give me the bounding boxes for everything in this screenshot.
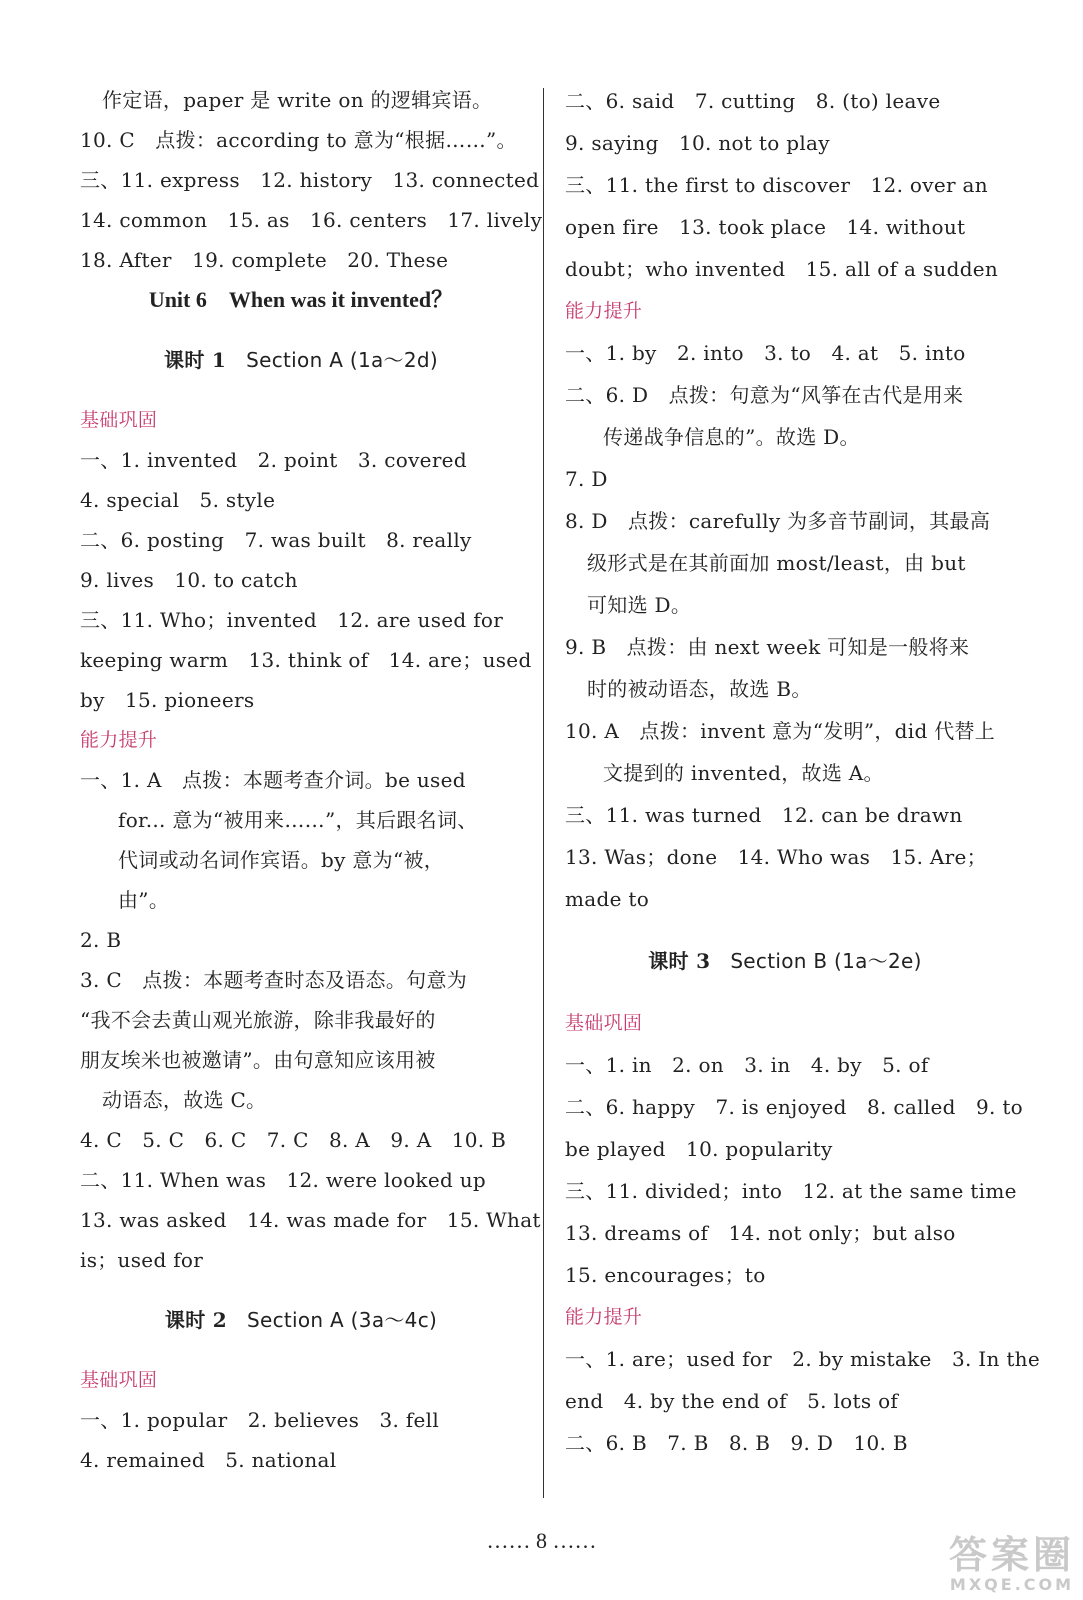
answer-line: open fire 13. took place 14. without	[565, 215, 966, 239]
answer-line: 8. D 点拨：carefully 为多音节副词，其最高	[565, 509, 991, 533]
answer-line: 可知选 D。	[587, 593, 692, 617]
right-column	[565, 80, 1040, 1464]
answer-line: 一、1. in 2. on 3. in 4. by 5. of	[565, 1053, 929, 1077]
answer-line: 10. C 点拨：according to 意为“根据……”。	[80, 128, 517, 152]
answer-line: 二、6. said 7. cutting 8. (to) leave	[565, 89, 941, 113]
answer-line: 13. Was；done 14. Who was 15. Are；	[565, 845, 987, 869]
column-divider	[543, 88, 544, 1498]
unit-title: Unit 6 When was it invented？	[148, 287, 454, 312]
answer-line: 13. dreams of 14. not only；but also	[565, 1221, 956, 1245]
answer-line: 10. A 点拨：invent 意为“发明”，did 代替上	[565, 719, 996, 743]
answer-line: be played 10. popularity	[565, 1137, 833, 1161]
watermark-text: 答案圈	[948, 1533, 1075, 1577]
answer-line: 代词或动名词作宾语。by 意为“被，	[118, 848, 445, 872]
answer-line: 三、11. express 12. history 13. connected	[80, 168, 540, 192]
answer-line: 由”。	[118, 888, 170, 912]
lesson-section: Section A (1a～2d)	[246, 348, 438, 372]
answer-line: 2. B	[80, 928, 122, 952]
answer-line: 9. saying 10. not to play	[565, 131, 830, 155]
section-ability: 能力提升	[565, 300, 643, 322]
answer-line: 二、6. happy 7. is enjoyed 8. called 9. to	[565, 1095, 1024, 1119]
answer-line: “我不会去黄山观光旅游，除非我最好的	[80, 1008, 436, 1032]
answer-line: 15. encourages；to	[565, 1263, 766, 1287]
answer-line: 一、1. invented 2. point 3. covered	[80, 448, 467, 472]
answer-line: 二、6. B 7. B 8. B 9. D 10. B	[565, 1431, 908, 1455]
answer-line: end 4. by the end of 5. lots of	[565, 1389, 899, 1413]
lesson-heading	[80, 1300, 522, 1340]
page-number: …… 8 ……	[486, 1528, 597, 1553]
lesson-section: Section B (1a～2e)	[730, 949, 922, 973]
answer-line: 一、1. popular 2. believes 3. fell	[80, 1408, 440, 1432]
section-basic: 基础巩固	[565, 1012, 643, 1034]
answer-line: 9. lives 10. to catch	[80, 568, 298, 592]
answer-line: 18. After 19. complete 20. These	[80, 248, 449, 272]
answer-line: 传递战争信息的”。故选 D。	[603, 425, 860, 449]
answer-line: 一、1. are；used for 2. by mistake 3. In the	[565, 1347, 1040, 1371]
answer-line: 13. was asked 14. was made for 15. What	[80, 1208, 541, 1232]
answer-line: 文提到的 invented，故选 A。	[603, 761, 884, 785]
left-column	[80, 80, 543, 1480]
lesson-section: Section A (3a～4c)	[246, 1308, 438, 1332]
lesson-label: 课时 1	[164, 348, 227, 372]
answer-line: doubt；who invented 15. all of a sudden	[565, 257, 999, 281]
answer-line: 三、11. was turned 12. can be drawn	[565, 803, 963, 827]
answer-line: is；used for	[80, 1248, 204, 1272]
answer-line: for... 意为“被用来……”，其后跟名词、	[118, 808, 478, 832]
answer-line: by 15. pioneers	[80, 688, 255, 712]
answer-line: 二、11. When was 12. were looked up	[80, 1168, 487, 1192]
answer-line: made to	[565, 887, 650, 911]
answer-line: 三、11. the first to discover 12. over an	[565, 173, 988, 197]
section-ability: 能力提升	[565, 1306, 643, 1328]
section-basic: 基础巩固	[80, 409, 158, 431]
answer-line: 三、11. divided；into 12. at the same time	[565, 1179, 1017, 1203]
answer-line: 3. C 点拨：本题考查时态及语态。句意为	[80, 968, 468, 992]
answer-line: 动语态，故选 C。	[102, 1088, 267, 1112]
answer-line: 4. C 5. C 6. C 7. C 8. A 9. A 10. B	[80, 1128, 507, 1152]
watermark-url: MXQE.COM	[949, 1575, 1075, 1594]
answer-line: 朋友埃米也被邀请”。由句意知应该用被	[80, 1048, 436, 1072]
answer-line: keeping warm 13. think of 14. are；used	[80, 648, 532, 672]
answer-line: 14. common 15. as 16. centers 17. lively	[80, 208, 543, 232]
section-ability: 能力提升	[80, 729, 158, 751]
answer-line: 4. remained 5. national	[80, 1448, 337, 1472]
lesson-heading	[80, 340, 522, 380]
answer-line: 7. D	[565, 467, 608, 491]
lesson-heading	[565, 940, 1005, 982]
watermark-logo	[949, 1535, 1075, 1594]
answer-line: 一、1. by 2. into 3. to 4. at 5. into	[565, 341, 966, 365]
lesson-label: 课时 2	[164, 1308, 227, 1332]
answer-line: 4. special 5. style	[80, 488, 276, 512]
answer-line: 时的被动语态，故选 B。	[587, 677, 812, 701]
answer-line: 三、11. Who；invented 12. are used for	[80, 608, 504, 632]
answer-line: 作定语，paper 是 write on 的逻辑宾语。	[102, 88, 493, 112]
answer-line: 二、6. posting 7. was built 8. really	[80, 528, 472, 552]
answer-line: 二、6. D 点拨：句意为“风筝在古代是用来	[565, 383, 964, 407]
answer-line: 一、1. A 点拨：本题考查介词。be used	[80, 768, 466, 792]
answer-line: 级形式是在其前面加 most/least，由 but	[587, 551, 966, 575]
section-basic: 基础巩固	[80, 1369, 158, 1391]
answer-line: 9. B 点拨：由 next week 可知是一般将来	[565, 635, 970, 659]
lesson-label: 课时 3	[648, 949, 711, 973]
